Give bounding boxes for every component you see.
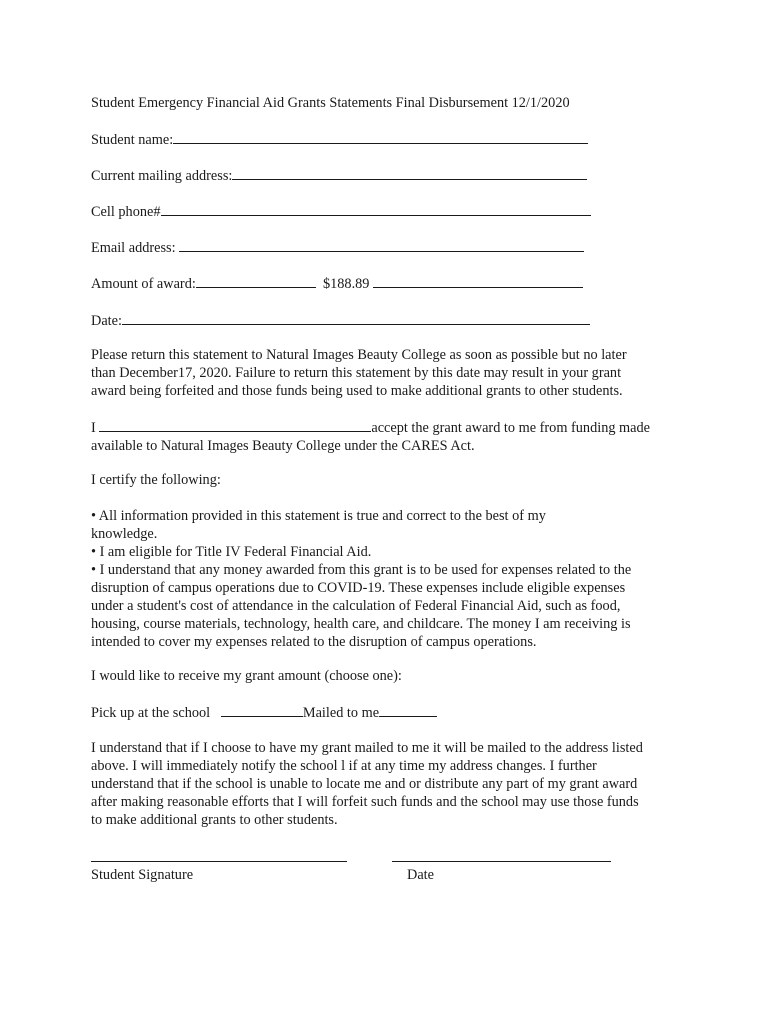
mailing-address-input[interactable] <box>232 166 587 180</box>
pickup-option-input[interactable] <box>221 703 303 717</box>
certify-item-line: knowledge. <box>91 526 158 542</box>
receive-options <box>91 703 437 722</box>
return-notice-line: Please return this statement to Natural Images Beauty College as soon as possible but no later <box>91 347 627 363</box>
email-input[interactable] <box>179 238 584 252</box>
cell-phone-label: Cell phone# <box>91 204 161 220</box>
email-field <box>91 238 584 257</box>
acceptance-line-2: available to Natural Images Beauty College under the CARES Act. <box>91 438 475 454</box>
acceptance-line-1 <box>91 418 650 437</box>
mailed-option-input[interactable] <box>379 703 437 717</box>
certify-item-line: housing, course materials, technology, health care, and childcare. The money I am receiving is <box>91 616 631 632</box>
amount-label: Amount of award: <box>91 276 196 292</box>
mail-notice-line: after making reasonable efforts that I will forfeit such funds and the school may use those funds <box>91 794 639 810</box>
mailing-address-label: Current mailing address: <box>91 168 233 184</box>
acceptance-name-input[interactable] <box>99 418 371 432</box>
mail-notice <box>91 739 643 829</box>
cell-phone-input[interactable] <box>161 202 591 216</box>
email-label: Email address: <box>91 240 176 256</box>
return-notice-line: award being forfeited and those funds being used to make additional grants to other students. <box>91 383 623 399</box>
certify-item-line: intended to cover my expenses related to the disruption of campus operations. <box>91 634 537 650</box>
amount-field <box>91 274 583 293</box>
date-input[interactable] <box>122 311 590 325</box>
amount-extra-input[interactable] <box>373 274 583 288</box>
certify-list <box>91 507 631 651</box>
certify-item-line: • I understand that any money awarded from this grant is to be used for expenses related to the <box>91 562 632 578</box>
amount-value: $188.89 <box>322 276 370 292</box>
student-signature-label: Student Signature <box>91 867 194 883</box>
return-notice <box>91 346 627 400</box>
return-notice-line: than December17, 2020. Failure to return this statement by this date may result in your grant <box>91 365 622 381</box>
certify-item-line: • All information provided in this statement is true and correct to the best of my <box>91 508 546 524</box>
page-title: Student Emergency Financial Aid Grants Statements Final Disbursement 12/1/2020 <box>91 95 570 111</box>
mailed-option-label: Mailed to me <box>302 705 380 721</box>
mailing-address-field <box>91 166 587 185</box>
student-name-input[interactable] <box>173 130 588 144</box>
acceptance-statement <box>91 418 650 455</box>
receive-heading: I would like to receive my grant amount (choose one): <box>91 668 402 684</box>
date-field <box>91 311 590 330</box>
mail-notice-line: understand that if the school is unable to locate me and or distribute any part of my grant award <box>91 776 638 792</box>
certify-item-line: • I am eligible for Title IV Federal Financial Aid. <box>91 544 372 560</box>
mail-notice-line: to make additional grants to other students. <box>91 812 338 828</box>
mail-notice-line: I understand that if I choose to have my grant mailed to me it will be mailed to the address listed <box>91 740 643 756</box>
signature-date-line[interactable] <box>392 861 611 862</box>
acceptance-suffix: accept the grant award to me from funding made <box>371 420 651 436</box>
certify-item-line: under a student's cost of attendance in the calculation of Federal Financial Aid, such as food, <box>91 598 621 614</box>
amount-input[interactable] <box>196 274 316 288</box>
student-name-label: Student name: <box>91 132 174 148</box>
date-label: Date: <box>91 313 122 329</box>
signature-date-label: Date <box>407 867 434 883</box>
mail-notice-line: above. I will immediately notify the school l if at any time my address changes. I further <box>91 758 597 774</box>
cell-phone-field <box>91 202 591 221</box>
student-name-field <box>91 130 588 149</box>
pickup-option-label: Pick up at the school <box>91 705 211 721</box>
certify-item-line: disruption of campus operations due to COVID-19. These expenses include eligible expenses <box>91 580 626 596</box>
acceptance-prefix: I <box>91 420 96 436</box>
certify-heading: I certify the following: <box>91 472 221 488</box>
student-signature-line[interactable] <box>91 861 347 862</box>
